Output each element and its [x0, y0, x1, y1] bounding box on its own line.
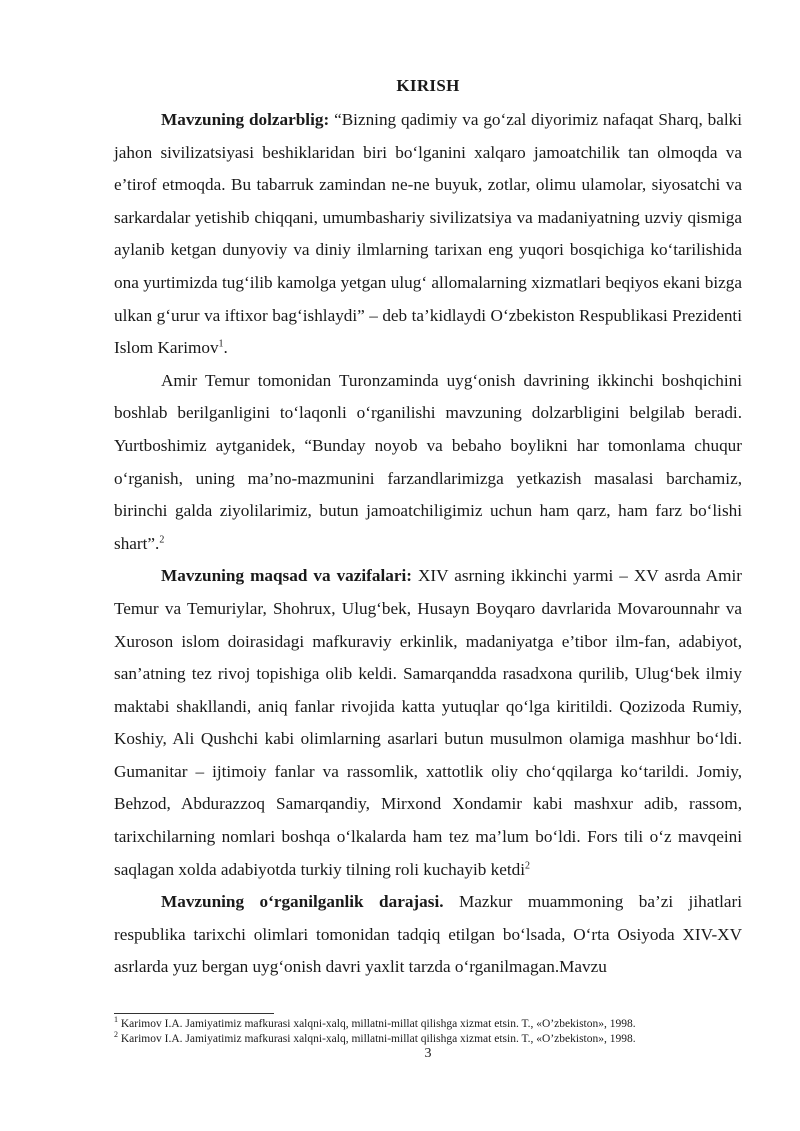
goals-text: XIV asrning ikkinchi yarmi – XV asrda Amir Temur va Temuriylar, Shohrux, Ulug‘bek, Husayn Boyqaro davrlarida Movarounnahr va Xuroson islom doirasidagi mafkuraviy erkinlik, madaniyatga e’tibor ilm-fan, adabiyot, san’atning tez rivoj topishiga olib keldi. Samarqandda rasadxona qurilib, Ulug‘bek ilmiy maktabi shakllandi, aniq fanlar rivojida katta yutuqlar qo‘lga kiritildi. Qozizoda Rumiy, Koshiy, Ali Qushchi kabi olimlarning asarlari butun musulmon olamiga mashhur bo‘ldi. Gumanitar – ijtimoiy fanlar va rassomlik, xattotlik oliy cho‘qqilarga ko‘tarildi. Jomiy, Behzod, Abdurazzoq Samarqandiy, Mirxond Xondamir kabi mashxur adib, rassom, tarixchilarning nomlari boshqa o‘lkalarda ham tez ma’lum bo‘ldi. Fors tili o‘z mavqeini saqlagan xolda adabiyotda turkiy tilning roli kuchayib ketdi	[114, 566, 742, 879]
paragraph-temur	[114, 365, 742, 561]
footnote-1	[114, 1017, 754, 1032]
relevance-end: .	[223, 338, 228, 358]
footnote-text-2: Karimov I.A. Jamiyatimiz mafkurasi xalqni-xalq, millatni-millat qilishga xizmat etsin. T., «O’zbekiston», 1998.	[118, 1033, 636, 1045]
footnote-separator	[114, 1013, 274, 1014]
body-text	[114, 104, 742, 984]
study-level-text: Mazkur muammoning ba’zi jihatlari respublika tarixchi olimlari tomonidan tadqiq etilgan bo‘lsada, O‘rta Osiyoda XIV-XV asrlarda yuz bergan uyg‘onish davri yaxlit tarzda o‘rganilmagan.Mavzu	[114, 892, 742, 977]
footnote-ref-2a[interactable]: 2	[159, 533, 165, 545]
relevance-heading: Mavzuning dolzarblig:	[161, 110, 330, 129]
footnote-mark-2: 2	[114, 1030, 118, 1040]
paragraph-goals	[114, 560, 742, 886]
page-number: 3	[424, 1046, 432, 1061]
page-title: KIRISH	[396, 76, 460, 95]
temur-text: Amir Temur tomonidan Turonzaminda uyg‘onish davrining ikkinchi boshqichini boshlab berilganligini to‘laqonli o‘rganilishi mavzuning dolzarbligini belgilab beradi. Yurtboshimiz aytganidek, “Bunday noyob va bebaho boylikni har tomonlama chuqur o‘rganish, uning ma’no-mazmunini farzandlarimizga yetkazish masalasi barchamiz, birinchi galda ziyolilarimiz, butun jamoatchiligimiz uchun ham qarz, ham farz bo‘lishi shart”.	[114, 370, 742, 553]
paragraph-study-level	[114, 886, 742, 984]
study-level-heading: Mavzuning o‘rganilganlik darajasi.	[161, 892, 444, 912]
footnote-mark-1: 1	[114, 1015, 118, 1025]
footnote-2	[114, 1032, 754, 1047]
paragraph-relevance	[114, 104, 742, 365]
footnote-ref-1[interactable]: 1	[218, 338, 224, 350]
footnotes	[114, 1017, 754, 1047]
goals-heading: Mavzuning maqsad va vazifalari:	[161, 566, 412, 586]
relevance-text: “Bizning qadimiy va go‘zal diyorimiz nafaqat Sharq, balki jahon sivilizatsiyasi beshiklaridan biri bo‘lganini xalqaro jamoatchilik tan olmoqda va e’tirof etmoqda. Bu tabarruk zamindan ne-ne buyuk, zotlar, olimu ulamolar, siyosatchi va sarkardalar yetishib chiqqani, umumbashariy sivilizatsiya va madaniyatning uzviy qismiga aylanib ketgan dunyoviy va diniy ilmlarning tarixan eng yuqori bosqichiga ko‘tarilishida ona yurtimizda tug‘ilib kamolga yetgan ulug‘ allomalarning xizmatlari beqiyos ekani bizga ulkan g‘urur va iftixor bag‘ishlaydi” – deb ta’kidlaydi O‘zbekiston Respublikasi Prezidenti Islom Karimov	[114, 110, 742, 358]
footnote-ref-2b[interactable]: 2	[524, 859, 530, 871]
footnote-text-1: Karimov I.A. Jamiyatimiz mafkurasi xalqni-xalq, millatni-millat qilishga xizmat etsin. T., «O’zbekiston», 1998.	[118, 1018, 636, 1030]
